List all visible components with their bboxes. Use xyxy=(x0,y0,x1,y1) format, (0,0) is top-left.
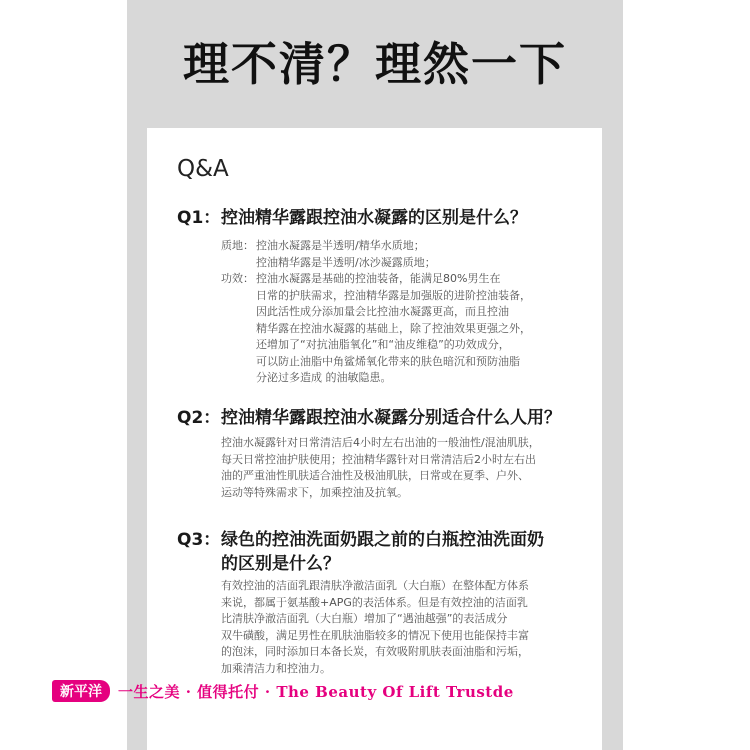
page-headline: 理不清？理然一下 xyxy=(183,37,567,91)
answer-line: 可以防止油脂中角鲨烯氧化带来的肤色暗沉和预防油脂 xyxy=(256,354,520,368)
answer-line: 日常的护肤需求，控油精华露是加强版的进阶控油装备， xyxy=(256,288,531,302)
question-3 xyxy=(177,528,544,576)
texture-label: 质地： xyxy=(221,239,254,252)
answer-line: 分泌过多造成 的油敏隐患。 xyxy=(256,371,392,384)
question-title: 控油精华露跟控油水凝露的区别是什么？ xyxy=(221,208,527,228)
question-title-continued: 的区别是什么？ xyxy=(221,554,340,574)
brand-watermark xyxy=(52,681,514,701)
answer-line: 油的严重油性肌肤适合油性及极油肌肤，日常或在夏季、户外、 xyxy=(221,469,529,482)
question-title: 控油精华露跟控油水凝露分别适合什么人用？ xyxy=(221,408,561,428)
question-2 xyxy=(177,406,561,430)
answer-1 xyxy=(221,238,571,387)
answer-line: 有效控油的洁面乳跟清肤净澈洁面乳（大白瓶）在整体配方体系 xyxy=(221,579,529,592)
brand-logo-badge: 新平洋 xyxy=(52,680,110,702)
left-margin xyxy=(0,0,127,750)
answer-line: 运动等特殊需求下，加乘控油及抗氧。 xyxy=(221,485,408,499)
answer-line: 的泡沫，同时添加日本备长炭，有效吸附肌肤表面油脂和污垢， xyxy=(221,645,529,658)
effect-row xyxy=(221,271,571,387)
answer-3 xyxy=(221,578,571,677)
effect-label: 功效： xyxy=(221,272,254,285)
question-title: 绿色的控油洗面奶跟之前的白瓶控油洗面奶 xyxy=(221,530,544,550)
answer-line: 比清肤净澈洁面乳（大白瓶）增加了“遇油越强”的表活成分 xyxy=(221,612,508,625)
qa-heading: Q&A xyxy=(177,156,229,182)
answer-line: 控油水凝露是半透明/精华水质地； xyxy=(256,239,425,252)
answer-line: 精华露在控油水凝露的基础上，除了控油效果更强之外， xyxy=(256,321,531,335)
question-1 xyxy=(177,206,527,230)
answer-line: 因此活性成分添加量会比控油水凝露更高，而且控油 xyxy=(256,305,509,318)
right-margin xyxy=(623,0,750,750)
answer-line: 控油精华露是半透明/冰沙凝露质地； xyxy=(256,255,436,269)
answer-line: 来说，都属于氨基酸+APG的表活体系。但是有效控油的洁面乳 xyxy=(221,595,528,609)
question-number: Q3： xyxy=(177,530,221,550)
answer-2 xyxy=(221,435,571,501)
texture-row xyxy=(221,238,571,271)
answer-line: 控油水凝露针对日常清洁后4小时左右出油的一般油性/混油肌肤， xyxy=(221,436,540,449)
answer-line: 双牛磺酸，满足男性在肌肤油脂较多的情况下使用也能保持丰富 xyxy=(221,628,529,642)
answer-line: 加乘清洁力和控油力。 xyxy=(221,661,331,675)
brand-slogan: 一生之美 · 值得托付 · The Beauty Of Lift Trustde xyxy=(118,682,514,701)
answer-line: 控油水凝露是基础的控油装备，能满足80%男生在 xyxy=(256,272,501,285)
question-number: Q2： xyxy=(177,408,221,428)
qa-card xyxy=(147,128,602,750)
question-number: Q1： xyxy=(177,208,221,228)
answer-line: 还增加了“对抗油脂氧化”和“油皮维稳”的功效成分， xyxy=(256,338,510,351)
answer-line: 每天日常控油护肤使用；控油精华露针对日常清洁后2小时左右出 xyxy=(221,452,536,466)
